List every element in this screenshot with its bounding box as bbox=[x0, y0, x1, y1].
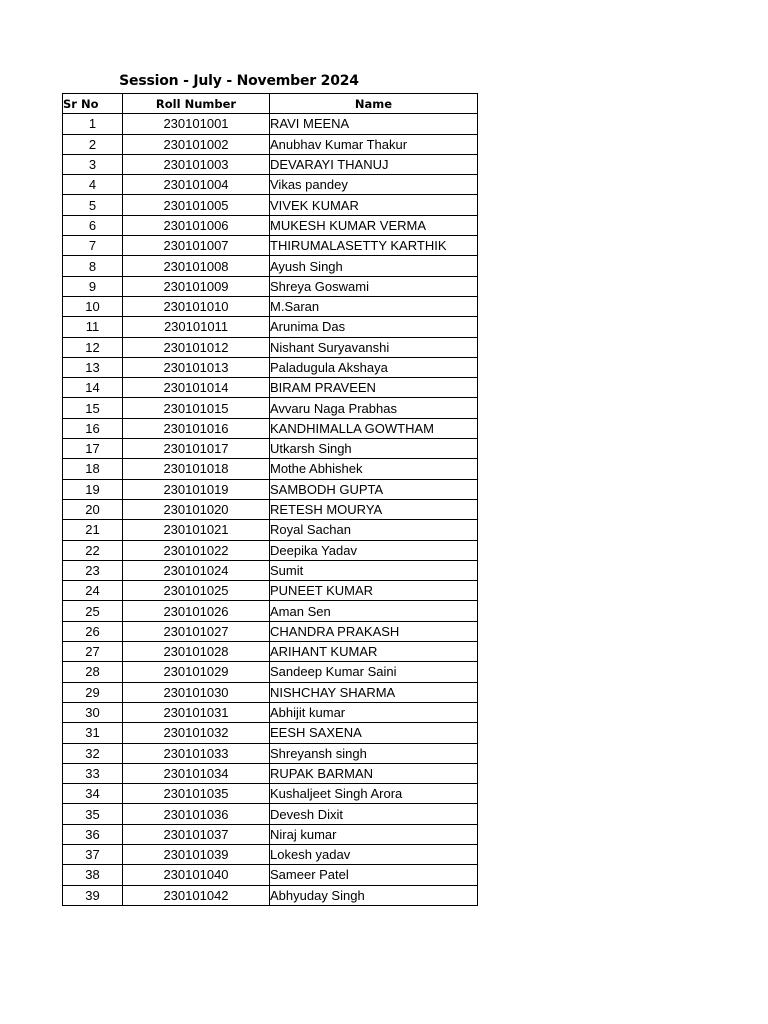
roll-number-cell: 230101031 bbox=[123, 702, 270, 722]
name-cell: Aman Sen bbox=[270, 601, 478, 621]
name-cell: Devesh Dixit bbox=[270, 804, 478, 824]
sr-no-cell: 22 bbox=[63, 540, 123, 560]
student-roster-table bbox=[62, 93, 478, 906]
sr-no-cell: 6 bbox=[63, 215, 123, 235]
roll-number-cell: 230101018 bbox=[123, 459, 270, 479]
sr-no-cell: 17 bbox=[63, 439, 123, 459]
sr-no-cell: 4 bbox=[63, 175, 123, 195]
name-cell: MUKESH KUMAR VERMA bbox=[270, 215, 478, 235]
table-row bbox=[63, 154, 478, 174]
name-cell: M.Saran bbox=[270, 296, 478, 316]
table-row bbox=[63, 844, 478, 864]
name-cell: SAMBODH GUPTA bbox=[270, 479, 478, 499]
sr-no-cell: 10 bbox=[63, 296, 123, 316]
roll-number-cell: 230101004 bbox=[123, 175, 270, 195]
table-row bbox=[63, 499, 478, 519]
roll-number-cell: 230101020 bbox=[123, 499, 270, 519]
table-row bbox=[63, 236, 478, 256]
header-sr-no: Sr No bbox=[63, 94, 123, 114]
name-cell: THIRUMALASETTY KARTHIK bbox=[270, 236, 478, 256]
roll-number-cell: 230101029 bbox=[123, 662, 270, 682]
table-row bbox=[63, 439, 478, 459]
table-row bbox=[63, 296, 478, 316]
sr-no-cell: 25 bbox=[63, 601, 123, 621]
sr-no-cell: 34 bbox=[63, 784, 123, 804]
table-row bbox=[63, 215, 478, 235]
roll-number-cell: 230101017 bbox=[123, 439, 270, 459]
roll-number-cell: 230101001 bbox=[123, 114, 270, 134]
table-row bbox=[63, 195, 478, 215]
roll-number-cell: 230101012 bbox=[123, 337, 270, 357]
roll-number-cell: 230101013 bbox=[123, 357, 270, 377]
header-row bbox=[63, 94, 478, 114]
table-row bbox=[63, 702, 478, 722]
table-row bbox=[63, 459, 478, 479]
table-row bbox=[63, 621, 478, 641]
sr-no-cell: 8 bbox=[63, 256, 123, 276]
table-row bbox=[63, 642, 478, 662]
roll-number-cell: 230101010 bbox=[123, 296, 270, 316]
name-cell: Ayush Singh bbox=[270, 256, 478, 276]
roll-number-cell: 230101039 bbox=[123, 844, 270, 864]
sr-no-cell: 15 bbox=[63, 398, 123, 418]
name-cell: Arunima Das bbox=[270, 317, 478, 337]
name-cell: Niraj kumar bbox=[270, 824, 478, 844]
name-cell: CHANDRA PRAKASH bbox=[270, 621, 478, 641]
sr-no-cell: 23 bbox=[63, 560, 123, 580]
name-cell: Abhyuday Singh bbox=[270, 885, 478, 905]
sr-no-cell: 5 bbox=[63, 195, 123, 215]
roll-number-cell: 230101019 bbox=[123, 479, 270, 499]
roll-number-cell: 230101036 bbox=[123, 804, 270, 824]
name-cell: ARIHANT KUMAR bbox=[270, 642, 478, 662]
roll-number-cell: 230101025 bbox=[123, 581, 270, 601]
name-cell: Shreya Goswami bbox=[270, 276, 478, 296]
table-row bbox=[63, 581, 478, 601]
roll-number-cell: 230101040 bbox=[123, 865, 270, 885]
sr-no-cell: 31 bbox=[63, 723, 123, 743]
roll-number-cell: 230101035 bbox=[123, 784, 270, 804]
table-row bbox=[63, 723, 478, 743]
sr-no-cell: 19 bbox=[63, 479, 123, 499]
sr-no-cell: 39 bbox=[63, 885, 123, 905]
table-row bbox=[63, 601, 478, 621]
roll-number-cell: 230101008 bbox=[123, 256, 270, 276]
table-row bbox=[63, 378, 478, 398]
name-cell: Paladugula Akshaya bbox=[270, 357, 478, 377]
sr-no-cell: 21 bbox=[63, 520, 123, 540]
sr-no-cell: 27 bbox=[63, 642, 123, 662]
sr-no-cell: 35 bbox=[63, 804, 123, 824]
table-row bbox=[63, 357, 478, 377]
sr-no-cell: 1 bbox=[63, 114, 123, 134]
name-cell: BIRAM PRAVEEN bbox=[270, 378, 478, 398]
roll-number-cell: 230101027 bbox=[123, 621, 270, 641]
roll-number-cell: 230101032 bbox=[123, 723, 270, 743]
roll-number-cell: 230101042 bbox=[123, 885, 270, 905]
table-row bbox=[63, 175, 478, 195]
roster-body bbox=[63, 114, 478, 906]
sr-no-cell: 20 bbox=[63, 499, 123, 519]
name-cell: NISHCHAY SHARMA bbox=[270, 682, 478, 702]
name-cell: DEVARAYI THANUJ bbox=[270, 154, 478, 174]
name-cell: Utkarsh Singh bbox=[270, 439, 478, 459]
roll-number-cell: 230101002 bbox=[123, 134, 270, 154]
table-row bbox=[63, 337, 478, 357]
name-cell: Lokesh yadav bbox=[270, 844, 478, 864]
table-row bbox=[63, 662, 478, 682]
sr-no-cell: 11 bbox=[63, 317, 123, 337]
table-row bbox=[63, 763, 478, 783]
roll-number-cell: 230101037 bbox=[123, 824, 270, 844]
sr-no-cell: 24 bbox=[63, 581, 123, 601]
table-row bbox=[63, 317, 478, 337]
sr-no-cell: 28 bbox=[63, 662, 123, 682]
sr-no-cell: 3 bbox=[63, 154, 123, 174]
name-cell: Mothe Abhishek bbox=[270, 459, 478, 479]
table-row bbox=[63, 804, 478, 824]
roll-number-cell: 230101016 bbox=[123, 418, 270, 438]
table-row bbox=[63, 134, 478, 154]
table-row bbox=[63, 114, 478, 134]
name-cell: Sandeep Kumar Saini bbox=[270, 662, 478, 682]
sr-no-cell: 32 bbox=[63, 743, 123, 763]
roll-number-cell: 230101024 bbox=[123, 560, 270, 580]
name-cell: Avvaru Naga Prabhas bbox=[270, 398, 478, 418]
header-roll-number: Roll Number bbox=[123, 94, 270, 114]
sr-no-cell: 33 bbox=[63, 763, 123, 783]
table-row bbox=[63, 256, 478, 276]
name-cell: Abhijit kumar bbox=[270, 702, 478, 722]
table-row bbox=[63, 418, 478, 438]
sr-no-cell: 38 bbox=[63, 865, 123, 885]
roll-number-cell: 230101026 bbox=[123, 601, 270, 621]
table-row bbox=[63, 540, 478, 560]
name-cell: Nishant Suryavanshi bbox=[270, 337, 478, 357]
name-cell: Deepika Yadav bbox=[270, 540, 478, 560]
sr-no-cell: 37 bbox=[63, 844, 123, 864]
roll-number-cell: 230101030 bbox=[123, 682, 270, 702]
roll-number-cell: 230101005 bbox=[123, 195, 270, 215]
name-cell: VIVEK KUMAR bbox=[270, 195, 478, 215]
name-cell: Kushaljeet Singh Arora bbox=[270, 784, 478, 804]
table-row bbox=[63, 276, 478, 296]
roll-number-cell: 230101034 bbox=[123, 763, 270, 783]
name-cell: Sameer Patel bbox=[270, 865, 478, 885]
name-cell: Anubhav Kumar Thakur bbox=[270, 134, 478, 154]
name-cell: Vikas pandey bbox=[270, 175, 478, 195]
sr-no-cell: 7 bbox=[63, 236, 123, 256]
roll-number-cell: 230101011 bbox=[123, 317, 270, 337]
sr-no-cell: 2 bbox=[63, 134, 123, 154]
roll-number-cell: 230101006 bbox=[123, 215, 270, 235]
name-cell: Sumit bbox=[270, 560, 478, 580]
table-row bbox=[63, 520, 478, 540]
sr-no-cell: 30 bbox=[63, 702, 123, 722]
name-cell: RETESH MOURYA bbox=[270, 499, 478, 519]
sr-no-cell: 29 bbox=[63, 682, 123, 702]
table-row bbox=[63, 824, 478, 844]
roll-number-cell: 230101009 bbox=[123, 276, 270, 296]
sr-no-cell: 18 bbox=[63, 459, 123, 479]
table-row bbox=[63, 784, 478, 804]
table-row bbox=[63, 479, 478, 499]
roll-number-cell: 230101028 bbox=[123, 642, 270, 662]
sr-no-cell: 12 bbox=[63, 337, 123, 357]
roll-number-cell: 230101033 bbox=[123, 743, 270, 763]
table-row bbox=[63, 865, 478, 885]
name-cell: Royal Sachan bbox=[270, 520, 478, 540]
sr-no-cell: 16 bbox=[63, 418, 123, 438]
name-cell: Shreyansh singh bbox=[270, 743, 478, 763]
table-row bbox=[63, 398, 478, 418]
roll-number-cell: 230101021 bbox=[123, 520, 270, 540]
sr-no-cell: 26 bbox=[63, 621, 123, 641]
name-cell: KANDHIMALLA GOWTHAM bbox=[270, 418, 478, 438]
header-name: Name bbox=[270, 94, 478, 114]
sr-no-cell: 13 bbox=[63, 357, 123, 377]
roll-number-cell: 230101003 bbox=[123, 154, 270, 174]
roll-number-cell: 230101022 bbox=[123, 540, 270, 560]
name-cell: RAVI MEENA bbox=[270, 114, 478, 134]
table-row bbox=[63, 682, 478, 702]
roll-number-cell: 230101015 bbox=[123, 398, 270, 418]
page-title: Session - July - November 2024 bbox=[119, 73, 359, 89]
name-cell: PUNEET KUMAR bbox=[270, 581, 478, 601]
sr-no-cell: 9 bbox=[63, 276, 123, 296]
name-cell: RUPAK BARMAN bbox=[270, 763, 478, 783]
table-row bbox=[63, 560, 478, 580]
name-cell: EESH SAXENA bbox=[270, 723, 478, 743]
table-row bbox=[63, 885, 478, 905]
sr-no-cell: 36 bbox=[63, 824, 123, 844]
roll-number-cell: 230101014 bbox=[123, 378, 270, 398]
sr-no-cell: 14 bbox=[63, 378, 123, 398]
table-row bbox=[63, 743, 478, 763]
roll-number-cell: 230101007 bbox=[123, 236, 270, 256]
